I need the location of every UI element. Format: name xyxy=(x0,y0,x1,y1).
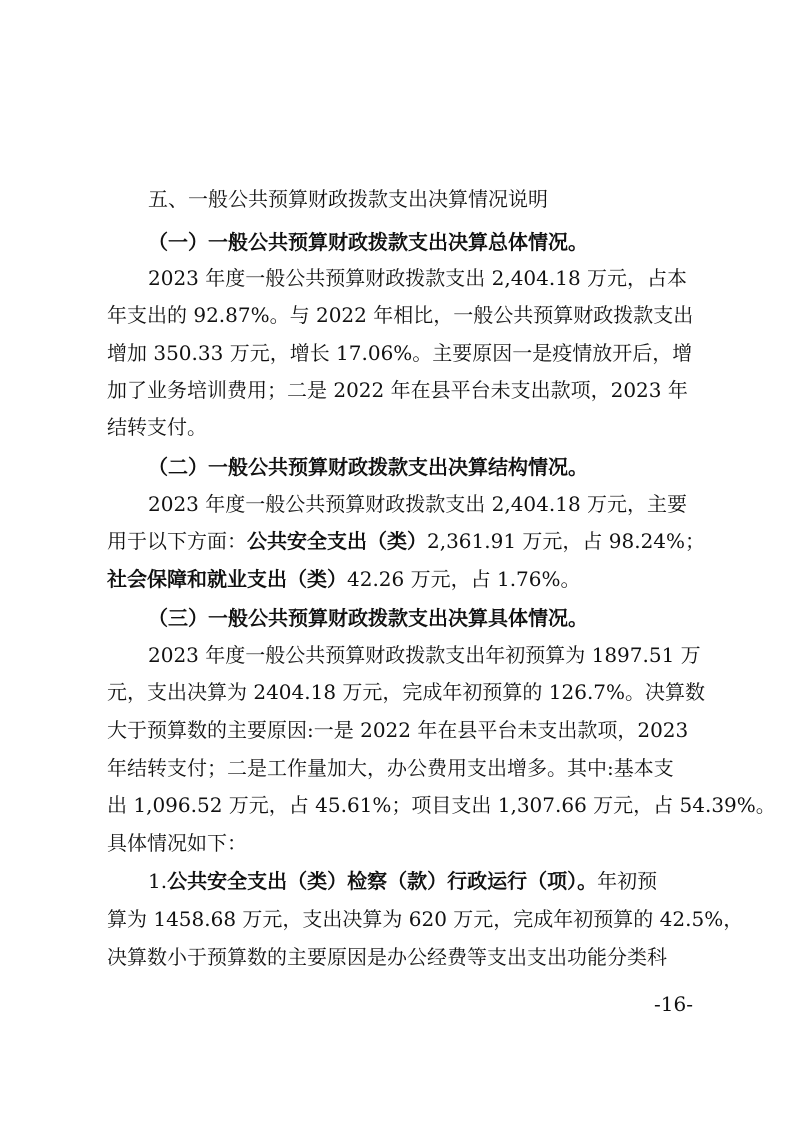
paragraph-3-line-5: 出 1,096.52 万元，占 45.61%；项目支出 1,307.66 万元，占 54.39%。 xyxy=(107,793,776,817)
paragraph-1-line-4: 加了业务培训费用；二是 2022 年在县平台未支出款项，2023 年 xyxy=(107,378,688,402)
paragraph-1-line-5: 结转支付。 xyxy=(107,415,207,439)
page-number: -16- xyxy=(654,992,693,1016)
item-1-suffix: 年初预 xyxy=(597,869,658,893)
paragraph-3-line-2: 元，支出决算为 2404.18 万元，完成年初预算的 126.7%。决算数 xyxy=(107,680,706,704)
paragraph-3-line-1: 2023 年度一般公共预算财政拨款支出年初预算为 1897.51 万 xyxy=(148,643,701,667)
subheading-3: （三）一般公共预算财政拨款支出决算具体情况。 xyxy=(148,606,588,630)
paragraph-2-line-2-suffix: 2,361.91 万元，占 98.24%； xyxy=(427,529,706,553)
paragraph-1-line-1: 2023 年度一般公共预算财政拨款支出 2,404.18 万元，占本 xyxy=(148,266,688,290)
paragraph-2-line-1: 2023 年度一般公共预算财政拨款支出 2,404.18 万元，主要 xyxy=(148,492,688,516)
category-social-security: 社会保障和就业支出（类） xyxy=(107,567,347,591)
item-1-line-2: 算为 1458.68 万元，支出决算为 620 万元，完成年初预算的 42.5%， xyxy=(107,907,744,931)
item-1-number: 1. xyxy=(148,869,168,893)
subheading-1: （一）一般公共预算财政拨款支出决算总体情况。 xyxy=(148,230,588,254)
paragraph-2-line-3 xyxy=(107,565,697,593)
paragraph-1-line-2: 年支出的 92.87%。与 2022 年相比，一般公共预算财政拨款支出 xyxy=(107,303,694,327)
paragraph-1-line-3: 增加 350.33 万元，增长 17.06%。主要原因一是疫情放开后，增 xyxy=(107,341,693,365)
paragraph-2-line-2 xyxy=(107,527,706,555)
section-title: 五、一般公共预算财政拨款支出决算情况说明 xyxy=(148,187,548,211)
item-1-line-1 xyxy=(148,867,738,895)
paragraph-2-line-2-prefix: 用于以下方面： xyxy=(107,529,247,553)
paragraph-3-line-6: 具体情况如下： xyxy=(107,831,247,855)
subheading-2: （二）一般公共预算财政拨款支出决算结构情况。 xyxy=(148,455,588,479)
item-1-title: 公共安全支出（类）检察（款）行政运行（项）。 xyxy=(167,869,598,893)
item-1-line-3: 决算数小于预算数的主要原因是办公经费等支出支出功能分类科 xyxy=(107,945,667,969)
category-public-security: 公共安全支出（类） xyxy=(247,529,427,553)
paragraph-2-line-3-suffix: 42.26 万元，占 1.76%。 xyxy=(347,567,581,591)
paragraph-3-line-3: 大于预算数的主要原因:一是 2022 年在县平台未支出款项，2023 xyxy=(107,718,689,742)
paragraph-3-line-4: 年结转支付；二是工作量加大，办公费用支出增多。其中:基本支 xyxy=(107,756,674,780)
